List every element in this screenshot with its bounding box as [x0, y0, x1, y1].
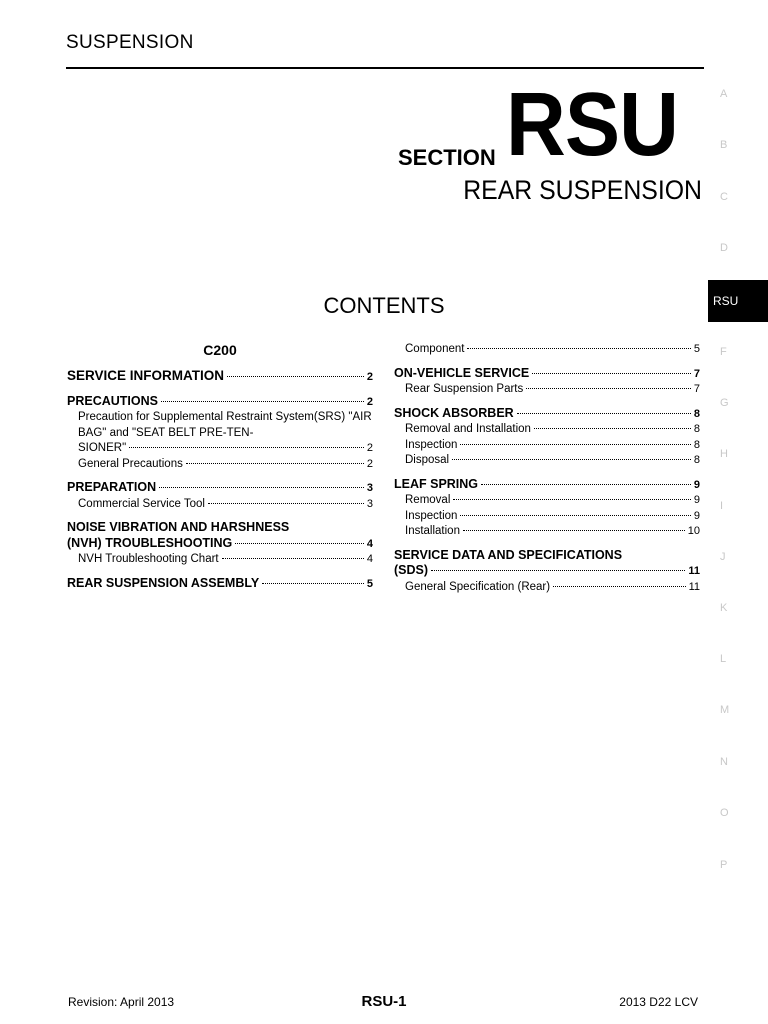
dot-leader [532, 373, 691, 374]
toc-entry-row [405, 342, 700, 358]
dot-leader [453, 499, 690, 500]
dot-leader [129, 447, 364, 448]
dot-leader [208, 503, 364, 504]
toc-entry-label: PREPARATION [67, 480, 157, 494]
toc-entry-label: Rear Suspension Parts [405, 383, 524, 395]
toc-page-number: 9 [693, 494, 700, 506]
toc-page-number: 7 [693, 383, 700, 395]
toc-page-number: 3 [366, 482, 373, 494]
toc-entry-label-line: (SDS) [394, 563, 429, 577]
toc-page-number: 2 [366, 457, 373, 470]
toc-page-number: 8 [693, 454, 700, 466]
section-tab-m[interactable]: M [720, 704, 730, 716]
toc-page-number: 10 [687, 525, 700, 537]
toc-page-number: 2 [366, 442, 373, 454]
toc-entry-label: Inspection [405, 509, 458, 522]
toc-page-number: 11 [688, 580, 700, 593]
toc-subentry[interactable] [394, 453, 700, 469]
toc-heading[interactable] [67, 480, 373, 497]
section-tab-h[interactable]: H [720, 448, 728, 460]
toc-page-number: 4 [366, 537, 373, 550]
toc-entry-row [67, 394, 373, 411]
section-tab-k[interactable]: K [720, 602, 728, 614]
toc-entry-row [394, 366, 700, 383]
dot-leader [534, 428, 691, 429]
section-code: RSU [506, 75, 679, 175]
footer-page-id: RSU-1 [361, 993, 407, 1010]
section-tab-l[interactable]: L [720, 653, 727, 665]
section-tab-f[interactable]: F [720, 346, 727, 358]
toc-subentry[interactable] [394, 524, 700, 540]
toc-left-column [67, 342, 373, 592]
toc-entry-label: Disposal [405, 454, 450, 466]
toc-heading[interactable] [394, 406, 700, 423]
toc-subentry[interactable] [67, 410, 373, 457]
toc-entry-label: SERVICE INFORMATION [67, 368, 225, 383]
toc-subentry[interactable] [394, 438, 700, 454]
toc-page-number: 9 [693, 509, 700, 522]
contents-title: CONTENTS [323, 293, 445, 318]
toc-left-entries [67, 368, 373, 592]
toc-entry-label: REAR SUSPENSION ASSEMBLY [67, 575, 260, 590]
section-tab-a[interactable]: A [720, 88, 728, 100]
toc-entry-label-line: NOISE VIBRATION AND HARSHNESS [67, 520, 290, 534]
toc-subentry[interactable] [394, 493, 700, 509]
dot-leader [517, 413, 691, 414]
dot-leader [526, 388, 691, 389]
footer-revision: Revision: April 2013 [68, 995, 175, 1009]
dot-leader [235, 543, 364, 544]
toc-entry-label: PRECAUTIONS [67, 393, 158, 408]
toc-page-number: 8 [693, 438, 700, 451]
toc-subentry[interactable] [67, 497, 373, 513]
dot-leader [467, 348, 690, 349]
toc-entry-row [394, 563, 700, 580]
toc-entry-label: NVH Troubleshooting Chart [78, 553, 219, 565]
section-tab-j[interactable]: J [720, 551, 726, 563]
toc-heading[interactable] [67, 394, 373, 411]
section-tab-c[interactable]: C [720, 191, 728, 203]
dot-leader [161, 401, 364, 402]
section-tab-p[interactable]: P [720, 859, 728, 871]
toc-entry-label: Commercial Service Tool [78, 497, 205, 510]
toc-entry-row [405, 453, 700, 469]
section-title: REAR SUSPENSION [463, 175, 702, 205]
dot-leader [460, 444, 690, 445]
toc-entry-label-line: SERVICE DATA AND SPECIFICATIONS [394, 547, 623, 562]
toc-entry-row [78, 497, 373, 513]
toc-group-title: C200 [203, 342, 237, 358]
toc-entry-label: Inspection [405, 438, 458, 451]
dot-leader [262, 583, 364, 584]
toc-heading[interactable] [67, 368, 373, 386]
toc-entry-row [394, 406, 700, 423]
dot-leader [481, 484, 691, 485]
toc-subentry[interactable] [67, 552, 373, 568]
toc-entry-row [405, 493, 700, 509]
toc-entry-row [405, 524, 700, 540]
toc-entry-label-line: SIONER" [78, 442, 127, 454]
section-tab-n[interactable]: N [720, 756, 728, 768]
toc-subentry[interactable] [394, 580, 700, 596]
section-tab-rsu[interactable]: RSU [708, 280, 768, 322]
toc-entry-row [67, 368, 373, 386]
toc-subentry[interactable] [394, 422, 700, 438]
toc-page-number: 3 [366, 497, 373, 510]
toc-entry-label-line: (NVH) TROUBLESHOOTING [67, 535, 233, 550]
toc-heading[interactable] [67, 576, 373, 593]
toc-heading[interactable] [394, 477, 700, 494]
toc-page-number: 8 [693, 423, 700, 435]
toc-entry-row [67, 480, 373, 497]
toc-entry-label: Component [405, 343, 465, 355]
toc-page-number: 2 [366, 395, 373, 408]
section-tab-b[interactable]: B [720, 139, 728, 151]
toc-right-column [394, 342, 700, 595]
header-title: SUSPENSION [66, 32, 194, 53]
toc-entry-row [405, 509, 700, 525]
toc-page-number: 7 [693, 367, 700, 380]
dot-leader [463, 530, 685, 531]
toc-page-number: 8 [693, 407, 700, 420]
header-rule [66, 67, 704, 69]
dot-leader [460, 515, 690, 516]
dot-leader [222, 558, 364, 559]
toc-entry-row [405, 382, 700, 398]
toc-entry-label: General Precautions [78, 457, 183, 470]
toc-entry-label: LEAF SPRING [394, 476, 479, 491]
footer-model: 2013 D22 LCV [619, 995, 698, 1009]
toc-page-number: 5 [693, 343, 700, 355]
toc-entry-label: SHOCK ABSORBER [394, 405, 514, 420]
toc-entry-label: Removal [405, 494, 451, 506]
dot-leader [431, 570, 685, 571]
toc-entry-label: General Specification (Rear) [405, 580, 551, 593]
toc-entry-row [78, 552, 373, 568]
dot-leader [159, 487, 364, 488]
toc-entry-label-line: Precaution for Supplemental Restraint System [78, 411, 314, 423]
dot-leader [227, 376, 364, 377]
toc-entry-row [67, 536, 373, 553]
toc-page-number: 11 [688, 565, 700, 577]
section-label: SECTION [398, 145, 496, 170]
toc-entry-row [405, 580, 700, 596]
toc-page-number: 5 [366, 577, 373, 590]
toc-subentry[interactable] [67, 457, 373, 473]
section-tab-g[interactable]: G [720, 397, 729, 409]
toc-entry-label-line: (SRS) "AIR BAG" and "SEAT BELT PRE-TEN- [78, 411, 372, 439]
toc-entry-label: Removal and Installation [405, 423, 531, 435]
toc-subentry[interactable] [394, 382, 700, 398]
toc-heading[interactable] [394, 548, 700, 580]
section-tab-d[interactable]: D [720, 242, 728, 254]
toc-entry-row [78, 441, 373, 457]
toc-right-entries [394, 342, 700, 595]
toc-entry-row [405, 438, 700, 454]
toc-entry-label: Installation [405, 525, 460, 537]
dot-leader [452, 459, 691, 460]
toc-page-number: 2 [366, 371, 373, 383]
toc-entry-row [394, 477, 700, 494]
toc-heading[interactable] [67, 520, 373, 552]
toc-page-number: 4 [366, 553, 373, 565]
toc-subentry[interactable] [394, 342, 700, 358]
toc-entry-label: ON-VEHICLE SERVICE [394, 365, 530, 380]
section-tab-o[interactable]: O [720, 807, 729, 819]
section-index-tabs [708, 0, 768, 1024]
toc-entry-row [405, 422, 700, 438]
toc-entry-row [67, 576, 373, 593]
toc-heading[interactable] [394, 366, 700, 383]
toc-subentry[interactable] [394, 509, 700, 525]
toc-page-number: 9 [693, 478, 700, 491]
dot-leader [553, 586, 685, 587]
dot-leader [186, 463, 364, 464]
section-tab-i[interactable]: I [720, 500, 724, 512]
toc-entry-row [78, 457, 373, 473]
